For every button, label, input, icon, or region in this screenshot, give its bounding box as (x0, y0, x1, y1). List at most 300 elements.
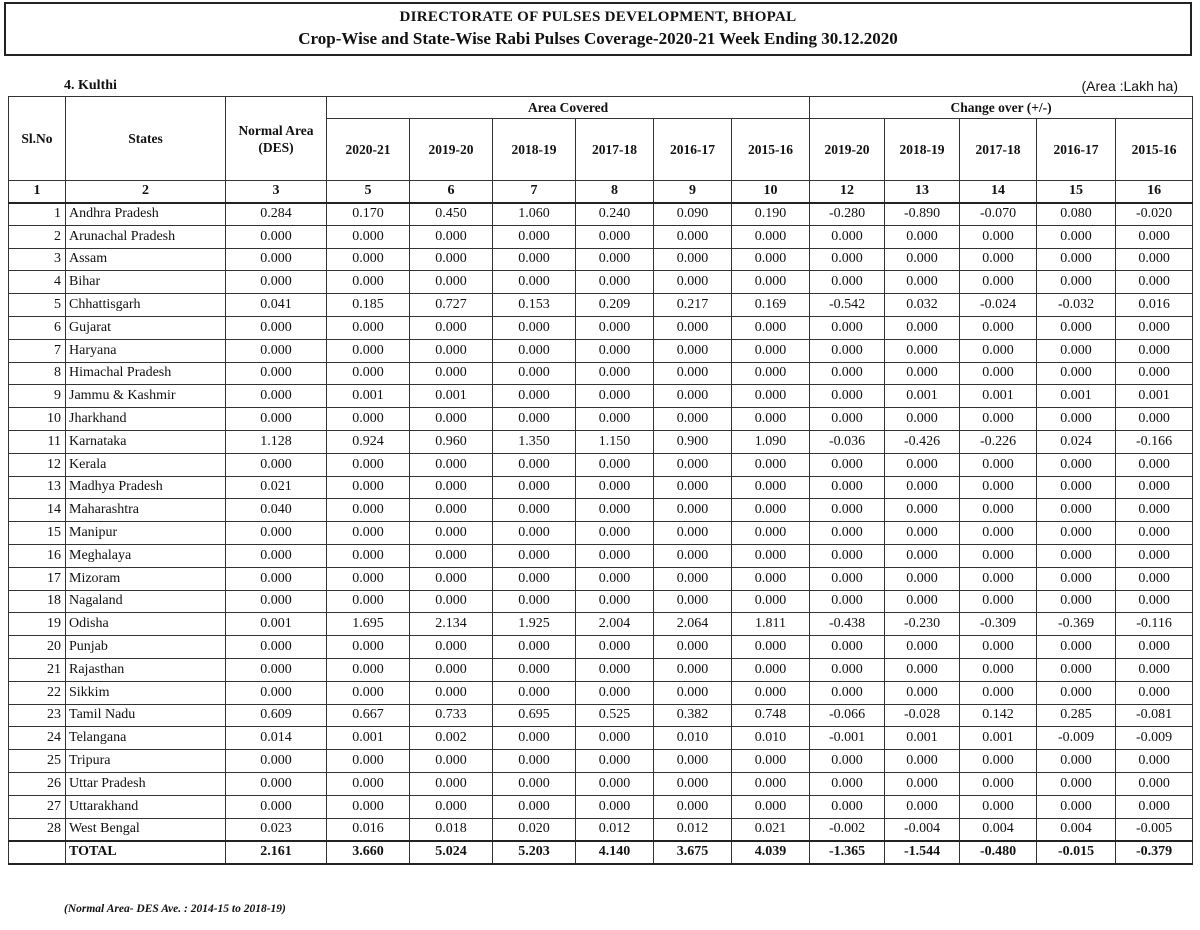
value-cell: -0.226 (960, 430, 1037, 453)
value-cell: 0.000 (1116, 339, 1193, 362)
table-row (9, 294, 1193, 317)
value-cell: 0.001 (226, 613, 327, 636)
serial-number-cell: 25 (9, 750, 66, 773)
table-row (9, 248, 1193, 271)
value-cell: 0.000 (810, 772, 885, 795)
value-cell: 0.209 (576, 294, 654, 317)
footnote: (Normal Area- DES Ave. : 2014-15 to 2018-19) (64, 903, 286, 915)
value-cell: 1.090 (732, 430, 810, 453)
serial-number-cell: 24 (9, 727, 66, 750)
value-cell: 0.000 (576, 271, 654, 294)
serial-number-cell: 2 (9, 225, 66, 248)
value-cell: 0.000 (226, 522, 327, 545)
title-box (4, 2, 1192, 56)
value-cell: 0.000 (810, 385, 885, 408)
value-cell: 0.000 (1037, 567, 1116, 590)
value-cell: 0.000 (960, 362, 1037, 385)
value-cell: 0.000 (960, 750, 1037, 773)
value-cell: 0.000 (226, 408, 327, 431)
coverage-table-wrapper (8, 96, 1192, 865)
value-cell: 0.000 (732, 476, 810, 499)
serial-number-cell: 8 (9, 362, 66, 385)
value-cell: 0.000 (885, 248, 960, 271)
value-cell: 0.000 (732, 248, 810, 271)
state-name-cell: Rajasthan (66, 658, 226, 681)
value-cell: 0.000 (1116, 248, 1193, 271)
table-row (9, 567, 1193, 590)
column-index-cell: 1 (9, 181, 66, 203)
value-cell: 0.023 (226, 818, 327, 841)
column-index-cell: 12 (810, 181, 885, 203)
value-cell: 0.000 (493, 795, 576, 818)
value-cell: 5.024 (410, 841, 493, 864)
state-name-cell: Manipur (66, 522, 226, 545)
value-cell: 0.000 (1116, 476, 1193, 499)
value-cell: 0.000 (327, 522, 410, 545)
value-cell: 0.000 (576, 362, 654, 385)
value-cell: 0.000 (576, 590, 654, 613)
value-cell: 0.001 (327, 727, 410, 750)
value-cell: 0.000 (1037, 636, 1116, 659)
state-name-cell: Chhattisgarh (66, 294, 226, 317)
value-cell: 0.000 (654, 316, 732, 339)
value-cell: 0.000 (960, 544, 1037, 567)
serial-number-cell: 3 (9, 248, 66, 271)
value-cell: 4.039 (732, 841, 810, 864)
value-cell: 0.000 (732, 658, 810, 681)
value-cell: 0.000 (410, 316, 493, 339)
table-row (9, 362, 1193, 385)
value-cell: 0.001 (960, 385, 1037, 408)
value-cell: -0.379 (1116, 841, 1193, 864)
value-cell: 0.000 (226, 316, 327, 339)
value-cell: 0.000 (493, 316, 576, 339)
value-cell: 0.000 (885, 544, 960, 567)
state-name-cell: Maharashtra (66, 499, 226, 522)
value-cell: 0.000 (226, 339, 327, 362)
column-index-cell: 13 (885, 181, 960, 203)
value-cell: 0.001 (1037, 385, 1116, 408)
value-cell: 0.000 (732, 316, 810, 339)
value-cell: 0.001 (410, 385, 493, 408)
value-cell: 0.000 (226, 567, 327, 590)
value-cell: 0.727 (410, 294, 493, 317)
serial-number-cell: 28 (9, 818, 66, 841)
value-cell: 0.000 (1116, 544, 1193, 567)
value-cell: 1.060 (493, 203, 576, 226)
value-cell: 0.609 (226, 704, 327, 727)
value-cell: 0.000 (493, 362, 576, 385)
table-row (9, 430, 1193, 453)
value-cell: 0.020 (493, 818, 576, 841)
value-cell: 0.000 (810, 362, 885, 385)
value-cell: 0.000 (960, 772, 1037, 795)
value-cell: 0.000 (654, 772, 732, 795)
value-cell: 0.000 (1037, 476, 1116, 499)
table-row (9, 658, 1193, 681)
column-index-cell: 14 (960, 181, 1037, 203)
column-index-cell: 9 (654, 181, 732, 203)
value-cell: 1.811 (732, 613, 810, 636)
value-cell: 0.190 (732, 203, 810, 226)
value-cell: 0.000 (732, 681, 810, 704)
value-cell: 0.000 (1116, 225, 1193, 248)
value-cell: 0.000 (732, 750, 810, 773)
value-cell: 0.000 (1116, 408, 1193, 431)
value-cell: 0.667 (327, 704, 410, 727)
value-cell: 0.000 (327, 271, 410, 294)
table-header (9, 97, 1193, 181)
serial-number-cell: 26 (9, 772, 66, 795)
value-cell: 0.000 (654, 636, 732, 659)
header-change-year: 2018-19 (885, 119, 960, 181)
table-row (9, 727, 1193, 750)
unit-label: (Area :Lakh ha) (1081, 78, 1178, 94)
value-cell: 0.000 (576, 567, 654, 590)
value-cell: 0.000 (960, 453, 1037, 476)
value-cell: 0.000 (810, 544, 885, 567)
table-row (9, 203, 1193, 226)
header-area-year: 2016-17 (654, 119, 732, 181)
value-cell: 1.350 (493, 430, 576, 453)
value-cell: 0.000 (1037, 248, 1116, 271)
serial-number-cell: 6 (9, 316, 66, 339)
table-row (9, 636, 1193, 659)
value-cell: 0.000 (810, 408, 885, 431)
state-name-cell: Nagaland (66, 590, 226, 613)
value-cell: 0.000 (410, 636, 493, 659)
state-name-cell: Uttar Pradesh (66, 772, 226, 795)
value-cell: 0.000 (810, 795, 885, 818)
value-cell: 0.000 (654, 522, 732, 545)
value-cell: 0.000 (810, 567, 885, 590)
value-cell: -0.004 (885, 818, 960, 841)
serial-number-cell (9, 841, 66, 864)
header-area-year: 2015-16 (732, 119, 810, 181)
value-cell: 0.185 (327, 294, 410, 317)
value-cell: -0.280 (810, 203, 885, 226)
value-cell: 0.000 (576, 636, 654, 659)
value-cell: 0.000 (654, 795, 732, 818)
header-area-year: 2017-18 (576, 119, 654, 181)
table-row (9, 499, 1193, 522)
value-cell: 0.000 (1116, 362, 1193, 385)
value-cell: 0.000 (885, 681, 960, 704)
value-cell: 0.000 (1116, 772, 1193, 795)
state-name-cell: Meghalaya (66, 544, 226, 567)
value-cell: 0.000 (960, 522, 1037, 545)
value-cell: 0.000 (576, 727, 654, 750)
value-cell: 0.000 (960, 590, 1037, 613)
value-cell: 0.000 (885, 795, 960, 818)
report-subtitle: Crop-Wise and State-Wise Rabi Pulses Coverage-2020-21 Week Ending 30.12.2020 (298, 29, 898, 48)
header-area-covered: Area Covered (327, 97, 810, 119)
value-cell: 0.000 (654, 248, 732, 271)
value-cell: 0.000 (226, 681, 327, 704)
value-cell: -0.005 (1116, 818, 1193, 841)
value-cell: 0.000 (576, 658, 654, 681)
value-cell: 5.203 (493, 841, 576, 864)
value-cell: 0.000 (327, 681, 410, 704)
state-name-cell: Himachal Pradesh (66, 362, 226, 385)
value-cell: 0.000 (327, 750, 410, 773)
value-cell: 0.000 (654, 499, 732, 522)
value-cell: 0.000 (327, 225, 410, 248)
state-name-cell: Sikkim (66, 681, 226, 704)
value-cell: 0.000 (885, 658, 960, 681)
table-row (9, 408, 1193, 431)
value-cell: 0.000 (810, 225, 885, 248)
value-cell: 0.000 (493, 499, 576, 522)
value-cell: 0.000 (410, 750, 493, 773)
value-cell: 0.018 (410, 818, 493, 841)
value-cell: 0.000 (576, 750, 654, 773)
value-cell: 0.090 (654, 203, 732, 226)
value-cell: 0.000 (327, 408, 410, 431)
value-cell: 0.000 (327, 544, 410, 567)
value-cell: 0.000 (493, 567, 576, 590)
value-cell: 0.021 (732, 818, 810, 841)
value-cell: 0.000 (410, 499, 493, 522)
value-cell: 0.010 (732, 727, 810, 750)
value-cell: 0.000 (410, 681, 493, 704)
value-cell: 0.012 (654, 818, 732, 841)
state-name-cell: West Bengal (66, 818, 226, 841)
value-cell: -0.081 (1116, 704, 1193, 727)
value-cell: 0.000 (327, 476, 410, 499)
value-cell: 0.000 (327, 316, 410, 339)
value-cell: -0.070 (960, 203, 1037, 226)
header-change-over: Change over (+/-) (810, 97, 1193, 119)
column-index-cell: 2 (66, 181, 226, 203)
value-cell: 0.000 (732, 636, 810, 659)
value-cell: 0.000 (226, 590, 327, 613)
value-cell: 0.000 (576, 316, 654, 339)
state-name-cell: Punjab (66, 636, 226, 659)
state-name-cell: Haryana (66, 339, 226, 362)
serial-number-cell: 14 (9, 499, 66, 522)
value-cell: 0.041 (226, 294, 327, 317)
value-cell: 0.000 (327, 453, 410, 476)
value-cell: 0.000 (885, 339, 960, 362)
value-cell: 0.000 (493, 636, 576, 659)
value-cell: 0.382 (654, 704, 732, 727)
value-cell: 0.000 (1037, 522, 1116, 545)
header-normal-area: Normal Area (DES) (226, 97, 327, 181)
value-cell: 0.000 (732, 225, 810, 248)
value-cell: -0.426 (885, 430, 960, 453)
value-cell: 0.000 (1037, 681, 1116, 704)
value-cell: 0.000 (1116, 750, 1193, 773)
value-cell: 0.000 (885, 772, 960, 795)
value-cell: 0.000 (410, 339, 493, 362)
value-cell: 0.000 (732, 499, 810, 522)
value-cell: 0.000 (810, 750, 885, 773)
value-cell: 0.000 (576, 453, 654, 476)
value-cell: 0.217 (654, 294, 732, 317)
value-cell: 0.016 (1116, 294, 1193, 317)
table-row (9, 522, 1193, 545)
value-cell: 0.000 (327, 772, 410, 795)
serial-number-cell: 1 (9, 203, 66, 226)
serial-number-cell: 15 (9, 522, 66, 545)
value-cell: 0.000 (1116, 795, 1193, 818)
value-cell: 0.000 (1116, 658, 1193, 681)
value-cell: 0.000 (885, 567, 960, 590)
value-cell: 4.140 (576, 841, 654, 864)
value-cell: 0.000 (810, 316, 885, 339)
table-row (9, 613, 1193, 636)
table-row (9, 704, 1193, 727)
value-cell: 0.000 (493, 544, 576, 567)
value-cell: 0.000 (576, 225, 654, 248)
value-cell: -0.036 (810, 430, 885, 453)
value-cell: 0.000 (1116, 316, 1193, 339)
header-change-year: 2017-18 (960, 119, 1037, 181)
value-cell: 0.014 (226, 727, 327, 750)
value-cell: 0.000 (226, 362, 327, 385)
value-cell: 0.000 (1116, 636, 1193, 659)
state-name-cell: Andhra Pradesh (66, 203, 226, 226)
value-cell: -0.166 (1116, 430, 1193, 453)
value-cell: 0.924 (327, 430, 410, 453)
value-cell: 0.169 (732, 294, 810, 317)
value-cell: 0.000 (732, 453, 810, 476)
value-cell: 0.000 (327, 499, 410, 522)
value-cell: 0.000 (327, 590, 410, 613)
value-cell: 0.000 (654, 385, 732, 408)
value-cell: 0.000 (810, 522, 885, 545)
value-cell: 0.000 (226, 544, 327, 567)
value-cell: 0.001 (885, 385, 960, 408)
value-cell: 0.000 (493, 225, 576, 248)
value-cell: 0.000 (410, 453, 493, 476)
value-cell: 0.000 (960, 658, 1037, 681)
column-index-row (9, 181, 1193, 203)
value-cell: 0.000 (576, 795, 654, 818)
value-cell: 2.004 (576, 613, 654, 636)
value-cell: 0.000 (226, 453, 327, 476)
value-cell: 0.010 (654, 727, 732, 750)
value-cell: 0.000 (810, 658, 885, 681)
state-name-cell: Telangana (66, 727, 226, 750)
state-name-cell: Odisha (66, 613, 226, 636)
value-cell: 0.284 (226, 203, 327, 226)
serial-number-cell: 21 (9, 658, 66, 681)
value-cell: 0.000 (1037, 339, 1116, 362)
value-cell: 0.000 (810, 271, 885, 294)
value-cell: 0.000 (493, 590, 576, 613)
value-cell: 0.000 (732, 795, 810, 818)
value-cell: 0.000 (654, 453, 732, 476)
value-cell: 0.000 (885, 362, 960, 385)
value-cell: -0.890 (885, 203, 960, 226)
value-cell: -0.480 (960, 841, 1037, 864)
header-slno: Sl.No (9, 97, 66, 181)
value-cell: 1.925 (493, 613, 576, 636)
state-name-cell: Kerala (66, 453, 226, 476)
value-cell: 0.000 (1037, 408, 1116, 431)
value-cell: 0.000 (327, 636, 410, 659)
header-area-year: 2018-19 (493, 119, 576, 181)
value-cell: 0.000 (410, 590, 493, 613)
value-cell: 0.000 (654, 681, 732, 704)
value-cell: 0.000 (960, 271, 1037, 294)
value-cell: 0.000 (410, 362, 493, 385)
value-cell: 0.001 (1116, 385, 1193, 408)
value-cell: 0.000 (654, 271, 732, 294)
value-cell: 0.080 (1037, 203, 1116, 226)
value-cell: 0.000 (226, 248, 327, 271)
value-cell: 0.000 (732, 567, 810, 590)
value-cell: -0.438 (810, 613, 885, 636)
table-row (9, 795, 1193, 818)
value-cell: 0.000 (960, 316, 1037, 339)
crop-label: 4. Kulthi (64, 78, 117, 93)
value-cell: 0.000 (576, 248, 654, 271)
value-cell: 0.450 (410, 203, 493, 226)
state-name-cell: Uttarakhand (66, 795, 226, 818)
value-cell: 0.032 (885, 294, 960, 317)
value-cell: 0.000 (885, 750, 960, 773)
value-cell: 0.000 (226, 636, 327, 659)
value-cell: -0.309 (960, 613, 1037, 636)
value-cell: 0.000 (327, 248, 410, 271)
value-cell: 0.000 (1037, 499, 1116, 522)
value-cell: 0.000 (1037, 316, 1116, 339)
value-cell: 0.000 (960, 408, 1037, 431)
value-cell: -0.009 (1116, 727, 1193, 750)
state-name-cell: Gujarat (66, 316, 226, 339)
value-cell: 0.000 (226, 385, 327, 408)
value-cell: 0.000 (1116, 590, 1193, 613)
header-area-year: 2020-21 (327, 119, 410, 181)
serial-number-cell: 20 (9, 636, 66, 659)
serial-number-cell: 23 (9, 704, 66, 727)
value-cell: 0.000 (885, 636, 960, 659)
value-cell: 0.000 (885, 271, 960, 294)
value-cell: 0.000 (1116, 499, 1193, 522)
value-cell: 1.695 (327, 613, 410, 636)
value-cell: 0.000 (1037, 795, 1116, 818)
state-name-cell: TOTAL (66, 841, 226, 864)
column-index-cell: 10 (732, 181, 810, 203)
value-cell: 0.000 (410, 544, 493, 567)
value-cell: -0.542 (810, 294, 885, 317)
value-cell: -0.024 (960, 294, 1037, 317)
value-cell: 0.000 (493, 453, 576, 476)
value-cell: 0.001 (327, 385, 410, 408)
column-index-cell: 5 (327, 181, 410, 203)
value-cell: 0.170 (327, 203, 410, 226)
value-cell: 0.000 (410, 567, 493, 590)
value-cell: 0.000 (885, 225, 960, 248)
serial-number-cell: 4 (9, 271, 66, 294)
value-cell: 0.000 (493, 385, 576, 408)
value-cell: 1.128 (226, 430, 327, 453)
value-cell: 0.000 (885, 590, 960, 613)
serial-number-cell: 18 (9, 590, 66, 613)
serial-number-cell: 17 (9, 567, 66, 590)
table-row (9, 339, 1193, 362)
value-cell: 0.000 (493, 658, 576, 681)
value-cell: 0.000 (410, 476, 493, 499)
value-cell: 0.000 (732, 772, 810, 795)
value-cell: 0.000 (810, 636, 885, 659)
value-cell: 0.000 (327, 339, 410, 362)
value-cell: 3.675 (654, 841, 732, 864)
value-cell: 0.000 (1037, 750, 1116, 773)
